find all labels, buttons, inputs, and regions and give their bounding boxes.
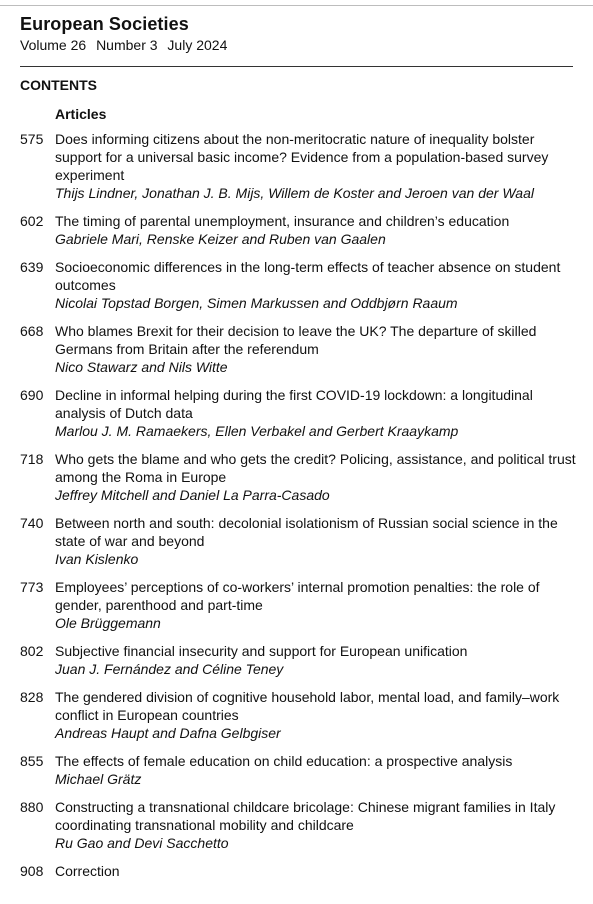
article-title[interactable]: Subjective financial insecurity and support for European unification	[55, 643, 468, 659]
contents-heading: CONTENTS	[20, 77, 97, 93]
toc-entry[interactable]	[20, 130, 580, 202]
article-title[interactable]: The gendered division of cognitive household labor, mental load, and family–work conflict in European countries	[55, 689, 560, 723]
issue-number: Number 3	[96, 37, 158, 53]
article-authors: Gabriele Mari, Renske Keizer and Ruben van Gaalen	[55, 231, 386, 247]
toc-entry[interactable]	[20, 258, 580, 312]
article-authors: Ole Brüggemann	[55, 615, 161, 631]
article-title[interactable]: Who gets the blame and who gets the credit? Policing, assistance, and political trust among the Roma in Europe	[55, 451, 576, 485]
article-title[interactable]: Socioeconomic differences in the long-term effects of teacher absence on student outcomes	[55, 259, 561, 293]
article-authors: Jeffrey Mitchell and Daniel La Parra-Casado	[55, 487, 330, 503]
toc-page-number: 575	[20, 131, 44, 147]
toc-entry[interactable]	[20, 514, 580, 568]
toc-page-number: 828	[20, 689, 44, 705]
toc-entry[interactable]	[20, 212, 580, 248]
article-title[interactable]: The timing of parental unemployment, insurance and children’s education	[55, 213, 510, 229]
toc-entry[interactable]	[20, 862, 580, 880]
toc-page-number: 602	[20, 213, 44, 229]
toc-entry[interactable]	[20, 642, 580, 678]
toc-page-number: 718	[20, 451, 44, 467]
article-title[interactable]: Between north and south: decolonial isolationism of Russian social science in the state of war and beyond	[55, 515, 558, 549]
article-authors: Michael Grätz	[55, 771, 142, 787]
article-title[interactable]: Does informing citizens about the non-meritocratic nature of inequality bolster support for a universal basic income? Evidence from a population-based survey experiment	[55, 131, 549, 183]
toc-page-number: 802	[20, 643, 44, 659]
toc-page-number: 639	[20, 259, 44, 275]
article-authors: Thijs Lindner, Jonathan J. B. Mijs, Willem de Koster and Jeroen van der Waal	[55, 185, 534, 201]
toc-list	[20, 130, 580, 890]
toc-entry[interactable]	[20, 450, 580, 504]
toc-entry[interactable]	[20, 386, 580, 440]
article-authors: Ivan Kislenko	[55, 551, 139, 567]
article-title[interactable]: Decline in informal helping during the first COVID-19 lockdown: a longitudinal analysis of Dutch data	[55, 387, 533, 421]
article-title[interactable]: The effects of female education on child education: a prospective analysis	[55, 753, 513, 769]
header-divider	[20, 66, 573, 67]
article-authors: Andreas Haupt and Dafna Gelbgiser	[55, 725, 281, 741]
article-authors: Nicolai Topstad Borgen, Simen Markussen and Oddbjørn Raaum	[55, 295, 458, 311]
issue-date: July 2024	[167, 37, 228, 53]
section-heading-articles: Articles	[55, 106, 107, 122]
journal-title: European Societies	[20, 14, 189, 34]
toc-page-number: 690	[20, 387, 44, 403]
article-authors: Ru Gao and Devi Sacchetto	[55, 835, 229, 851]
toc-entry[interactable]	[20, 322, 580, 376]
article-authors: Marlou J. M. Ramaekers, Ellen Verbakel and Gerbert Kraaykamp	[55, 423, 459, 439]
issue-volume: Volume 26	[20, 37, 87, 53]
top-rule	[0, 5, 593, 6]
toc-page-number: 740	[20, 515, 44, 531]
toc-page-number: 668	[20, 323, 44, 339]
toc-page-number: 908	[20, 863, 44, 879]
toc-page-number: 773	[20, 579, 44, 595]
toc-entry[interactable]	[20, 798, 580, 852]
toc-entry[interactable]	[20, 688, 580, 742]
toc-page-number: 880	[20, 799, 44, 815]
toc-entry[interactable]	[20, 752, 580, 788]
toc-page-number: 855	[20, 753, 44, 769]
article-title[interactable]: Employees’ perceptions of co-workers’ internal promotion penalties: the role of gender, parenthood and part-time	[55, 579, 540, 613]
article-authors: Nico Stawarz and Nils Witte	[55, 359, 228, 375]
toc-entry[interactable]	[20, 578, 580, 632]
article-title[interactable]: Correction	[55, 863, 120, 879]
article-authors: Juan J. Fernández and Céline Teney	[55, 661, 284, 677]
article-title[interactable]: Constructing a transnational childcare bricolage: Chinese migrant families in Italy coordinating transnational mobility and childcare	[55, 799, 556, 833]
article-title[interactable]: Who blames Brexit for their decision to leave the UK? The departure of skilled Germans from Britain after the referendum	[55, 323, 537, 357]
issue-line	[20, 37, 233, 53]
